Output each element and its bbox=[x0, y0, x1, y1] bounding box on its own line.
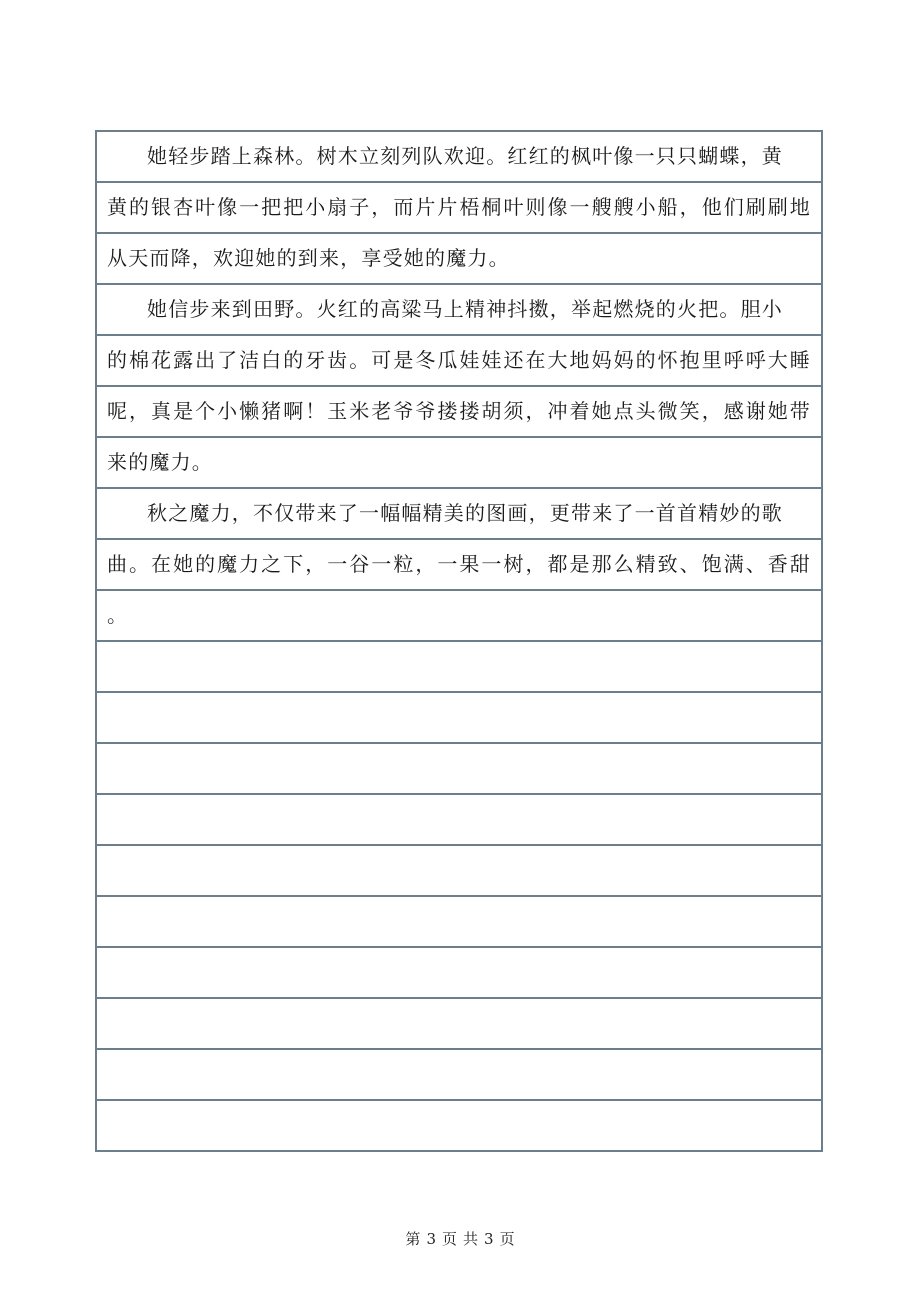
sheet-line: 呢，真是个小懒猪啊！玉米老爷爷搂搂胡须，冲着她点头微笑，感谢她带 bbox=[97, 387, 821, 438]
footer-page-label: 第 bbox=[405, 1230, 421, 1248]
footer-page-unit: 页 bbox=[441, 1230, 457, 1248]
sheet-line: 她信步来到田野。火红的高粱马上精神抖擞，举起燃烧的火把。胆小 bbox=[97, 285, 821, 336]
sheet-line bbox=[97, 795, 821, 846]
sheet-line bbox=[97, 1101, 821, 1152]
sheet-line bbox=[97, 744, 821, 795]
sheet-line: 她轻步踏上森林。树木立刻列队欢迎。红红的枫叶像一只只蝴蝶，黄 bbox=[97, 132, 821, 183]
sheet-line: 的棉花露出了洁白的牙齿。可是冬瓜娃娃还在大地妈妈的怀抱里呼呼大睡 bbox=[97, 336, 821, 387]
sheet-line bbox=[97, 948, 821, 999]
page-footer bbox=[0, 1228, 920, 1249]
sheet-line: 。 bbox=[97, 591, 821, 642]
footer-total-unit: 页 bbox=[499, 1230, 515, 1248]
composition-sheet bbox=[95, 130, 823, 1152]
sheet-line bbox=[97, 642, 821, 693]
sheet-line bbox=[97, 999, 821, 1050]
footer-current-page: 3 bbox=[426, 1230, 436, 1248]
footer-total-pages: 3 bbox=[484, 1230, 494, 1248]
sheet-line bbox=[97, 897, 821, 948]
sheet-line: 从天而降，欢迎她的到来，享受她的魔力。 bbox=[97, 234, 821, 285]
sheet-line: 秋之魔力，不仅带来了一幅幅精美的图画，更带来了一首首精妙的歌 bbox=[97, 489, 821, 540]
sheet-line: 来的魔力。 bbox=[97, 438, 821, 489]
sheet-line bbox=[97, 693, 821, 744]
sheet-line bbox=[97, 1050, 821, 1101]
sheet-line bbox=[97, 846, 821, 897]
sheet-line: 黄的银杏叶像一把把小扇子，而片片梧桐叶则像一艘艘小船，他们刷刷地 bbox=[97, 183, 821, 234]
sheet-line: 曲。在她的魔力之下，一谷一粒，一果一树，都是那么精致、饱满、香甜 bbox=[97, 540, 821, 591]
footer-total-label: 共 bbox=[463, 1230, 479, 1248]
